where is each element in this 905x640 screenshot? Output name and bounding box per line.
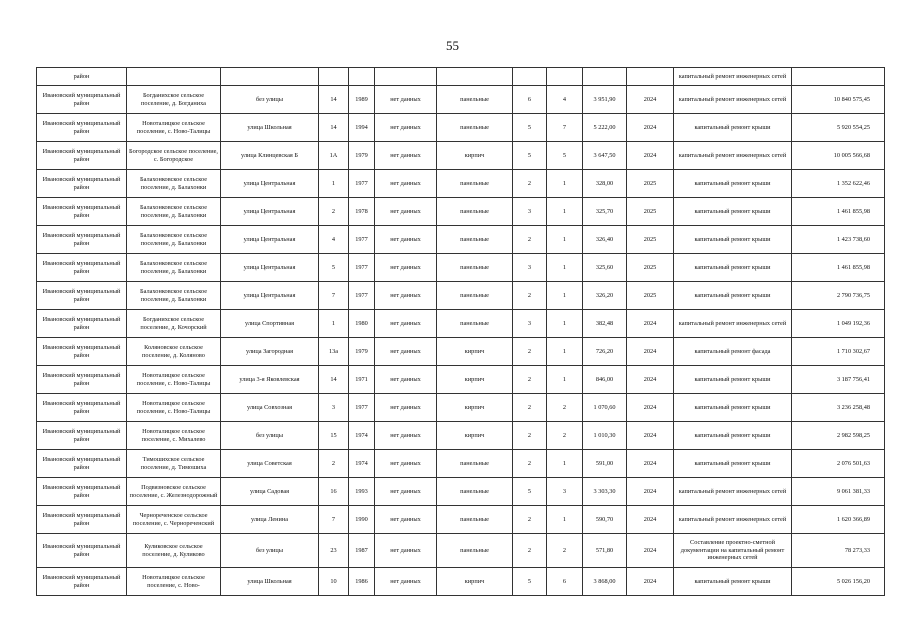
cell-cost: 2 790 736,75 bbox=[792, 282, 885, 310]
cell-settlement: Новоталицкое сельское поселение, с. Ново- bbox=[127, 568, 221, 596]
cell-settlement: Новоталицкое сельское поселение, с. Ново-Талицы bbox=[127, 114, 221, 142]
cell-floors: 3 bbox=[513, 310, 547, 338]
cell-walls: панельные bbox=[437, 506, 513, 534]
cell-work: капитальный ремонт крыши bbox=[674, 282, 792, 310]
cell-house: 1 bbox=[319, 170, 349, 198]
cell-entrances: 3 bbox=[547, 478, 583, 506]
cell-house: 1А bbox=[319, 142, 349, 170]
cell-district: Ивановский муниципальный район bbox=[37, 310, 127, 338]
table-row bbox=[37, 366, 885, 394]
cell-walls: кирпич bbox=[437, 366, 513, 394]
cell-year: 1989 bbox=[349, 86, 375, 114]
table-row bbox=[37, 478, 885, 506]
cell-work: капитальный ремонт инженерных сетей bbox=[674, 478, 792, 506]
table-row bbox=[37, 254, 885, 282]
cell-work: капитальный ремонт инженерных сетей bbox=[674, 142, 792, 170]
cell-status: нет данных bbox=[375, 142, 437, 170]
cell-entrances: 2 bbox=[547, 534, 583, 568]
cell-entrances: 7 bbox=[547, 114, 583, 142]
cell-cost: 1 710 302,67 bbox=[792, 338, 885, 366]
cell-year: 1977 bbox=[349, 282, 375, 310]
cell-area: 1 010,30 bbox=[583, 422, 627, 450]
cell-work: капитальный ремонт крыши bbox=[674, 114, 792, 142]
cell-settlement: Куликовское сельское поселение, д. Куликово bbox=[127, 534, 221, 568]
table-row bbox=[37, 310, 885, 338]
cell-cost: 1 423 738,60 bbox=[792, 226, 885, 254]
cell-floors: 2 bbox=[513, 282, 547, 310]
cell-work: капитальный ремонт крыши bbox=[674, 198, 792, 226]
cell-work: капитальный ремонт инженерных сетей bbox=[674, 86, 792, 114]
table-row bbox=[37, 142, 885, 170]
cell-area: 3 647,50 bbox=[583, 142, 627, 170]
cell-status: нет данных bbox=[375, 310, 437, 338]
cell-street: без улицы bbox=[221, 422, 319, 450]
cell-cost: 3 236 258,48 bbox=[792, 394, 885, 422]
cell-street: без улицы bbox=[221, 86, 319, 114]
cell-street: улица Садовая bbox=[221, 478, 319, 506]
cell-entrances: 2 bbox=[547, 422, 583, 450]
cell-street: улица Спортивная bbox=[221, 310, 319, 338]
cell-status: нет данных bbox=[375, 338, 437, 366]
cell-house: 10 bbox=[319, 568, 349, 596]
cell-floors: 2 bbox=[513, 394, 547, 422]
cell-settlement: Тимошихское сельское поселение, д. Тимошиха bbox=[127, 450, 221, 478]
cell-area: 382,48 bbox=[583, 310, 627, 338]
cell-plan-year: 2024 bbox=[627, 568, 674, 596]
cell-street: улица Центральная bbox=[221, 226, 319, 254]
cell-street: улица Школьная bbox=[221, 114, 319, 142]
cell-status: нет данных bbox=[375, 86, 437, 114]
cell-settlement: Богданихское сельское поселение, д. Богданиха bbox=[127, 86, 221, 114]
cell-street: улица Ленина bbox=[221, 506, 319, 534]
cell-plan-year: 2024 bbox=[627, 114, 674, 142]
table-row bbox=[37, 198, 885, 226]
cell-year: 1974 bbox=[349, 422, 375, 450]
cell-status: нет данных bbox=[375, 198, 437, 226]
cell-walls: панельные bbox=[437, 282, 513, 310]
cell-district: Ивановский муниципальный район bbox=[37, 338, 127, 366]
cell-year: 1980 bbox=[349, 310, 375, 338]
register-table bbox=[36, 67, 885, 596]
cell-walls: панельные bbox=[437, 86, 513, 114]
cell-district: Ивановский муниципальный район bbox=[37, 142, 127, 170]
cell-status: нет данных bbox=[375, 450, 437, 478]
cell-settlement: Балахонковское сельское поселение, д. Балахонки bbox=[127, 170, 221, 198]
cell-year: 1994 bbox=[349, 114, 375, 142]
cell-work: Составление проектно-сметной документации на капитальный ремонт инженерных сетей bbox=[674, 534, 792, 568]
cell-year: 1977 bbox=[349, 170, 375, 198]
cell-settlement: Новоталицкое сельское поселение, с. Ново-Талицы bbox=[127, 394, 221, 422]
cell-plan-year: 2024 bbox=[627, 394, 674, 422]
cell-work: капитальный ремонт инженерных сетей bbox=[674, 310, 792, 338]
cell-walls: панельные bbox=[437, 534, 513, 568]
cell-work: капитальный ремонт крыши bbox=[674, 394, 792, 422]
table-row bbox=[37, 170, 885, 198]
cell-plan-year: 2024 bbox=[627, 86, 674, 114]
cell-street: улица Загородная bbox=[221, 338, 319, 366]
cell-status: нет данных bbox=[375, 568, 437, 596]
cell-floors: 3 bbox=[513, 198, 547, 226]
cell-district: Ивановский муниципальный район bbox=[37, 86, 127, 114]
cell-house: 14 bbox=[319, 366, 349, 394]
cell-street: улица Советская bbox=[221, 450, 319, 478]
cell-district: Ивановский муниципальный район bbox=[37, 170, 127, 198]
cell-walls: панельные bbox=[437, 226, 513, 254]
cell-work: капитальный ремонт инженерных сетей bbox=[674, 506, 792, 534]
cell-year: 1974 bbox=[349, 450, 375, 478]
cell-cost: 5 026 156,20 bbox=[792, 568, 885, 596]
cell-house: 1 bbox=[319, 310, 349, 338]
table-row bbox=[37, 450, 885, 478]
cell-plan-year: 2024 bbox=[627, 422, 674, 450]
cell-district: Ивановский муниципальный район bbox=[37, 366, 127, 394]
cell-floors: 5 bbox=[513, 142, 547, 170]
cell-area: 3 951,90 bbox=[583, 86, 627, 114]
cell-walls: панельные bbox=[437, 310, 513, 338]
cell-year: 1979 bbox=[349, 142, 375, 170]
cell-cost: 9 061 381,33 bbox=[792, 478, 885, 506]
cell-status: нет данных bbox=[375, 478, 437, 506]
cell-plan-year: 2025 bbox=[627, 282, 674, 310]
cell-house: 2 bbox=[319, 450, 349, 478]
cell-year: 1993 bbox=[349, 478, 375, 506]
cell-entrances: 5 bbox=[547, 142, 583, 170]
cell-house: 2 bbox=[319, 198, 349, 226]
cell-house: 13а bbox=[319, 338, 349, 366]
cell-floors: 6 bbox=[513, 86, 547, 114]
cell-district: район bbox=[37, 68, 127, 86]
cell-walls: панельные bbox=[437, 450, 513, 478]
cell-cost: 2 076 501,63 bbox=[792, 450, 885, 478]
cell-status: нет данных bbox=[375, 282, 437, 310]
cell-floors: 5 bbox=[513, 568, 547, 596]
cell-area: 5 222,00 bbox=[583, 114, 627, 142]
cell-cost: 10 005 566,68 bbox=[792, 142, 885, 170]
cell-status: нет данных bbox=[375, 506, 437, 534]
cell-street: улица Центральная bbox=[221, 254, 319, 282]
cell-plan-year: 2024 bbox=[627, 338, 674, 366]
cell-district: Ивановский муниципальный район bbox=[37, 422, 127, 450]
cell-floors: 5 bbox=[513, 478, 547, 506]
cell-walls: кирпич bbox=[437, 394, 513, 422]
cell-settlement: Подвязновское сельское поселение, с. Железнодорожный bbox=[127, 478, 221, 506]
cell-walls: панельные bbox=[437, 170, 513, 198]
table-row bbox=[37, 226, 885, 254]
cell-plan-year: 2024 bbox=[627, 450, 674, 478]
continuation-row bbox=[37, 68, 885, 86]
cell-street: улица Центральная bbox=[221, 282, 319, 310]
cell-floors: 2 bbox=[513, 422, 547, 450]
cell-cost: 10 840 575,45 bbox=[792, 86, 885, 114]
cell-floors: 2 bbox=[513, 338, 547, 366]
cell-entrances: 1 bbox=[547, 226, 583, 254]
cell-district: Ивановский муниципальный район bbox=[37, 394, 127, 422]
cell-settlement: Новоталицкое сельское поселение, с. Ново-Талицы bbox=[127, 366, 221, 394]
cell-year: 1971 bbox=[349, 366, 375, 394]
cell-walls: кирпич bbox=[437, 568, 513, 596]
cell-plan-year: 2024 bbox=[627, 506, 674, 534]
cell-house: 5 bbox=[319, 254, 349, 282]
cell-street: улица Совхозная bbox=[221, 394, 319, 422]
cell-work: капитальный ремонт инженерных сетей bbox=[674, 68, 792, 86]
cell-house: 7 bbox=[319, 506, 349, 534]
table-row bbox=[37, 86, 885, 114]
cell-entrances: 1 bbox=[547, 506, 583, 534]
cell-cost: 2 982 598,25 bbox=[792, 422, 885, 450]
cell-cost: 78 273,33 bbox=[792, 534, 885, 568]
cell-work: капитальный ремонт крыши bbox=[674, 568, 792, 596]
cell-house: 16 bbox=[319, 478, 349, 506]
cell-street: улица Центральная bbox=[221, 170, 319, 198]
cell-walls: панельные bbox=[437, 254, 513, 282]
cell-entrances: 1 bbox=[547, 338, 583, 366]
cell-entrances: 4 bbox=[547, 86, 583, 114]
cell-street: без улицы bbox=[221, 534, 319, 568]
cell-year: 1977 bbox=[349, 394, 375, 422]
cell-status: нет данных bbox=[375, 534, 437, 568]
cell-street: улица Центральная bbox=[221, 198, 319, 226]
cell-entrances: 1 bbox=[547, 254, 583, 282]
cell-district: Ивановский муниципальный район bbox=[37, 254, 127, 282]
cell-plan-year: 2025 bbox=[627, 198, 674, 226]
table-row bbox=[37, 422, 885, 450]
cell-work: капитальный ремонт крыши bbox=[674, 422, 792, 450]
cell-plan-year: 2024 bbox=[627, 366, 674, 394]
cell-floors: 5 bbox=[513, 114, 547, 142]
table-row bbox=[37, 506, 885, 534]
cell-house: 4 bbox=[319, 226, 349, 254]
table-row bbox=[37, 282, 885, 310]
cell-entrances: 1 bbox=[547, 310, 583, 338]
cell-settlement: Новоталицкое сельское поселение, с. Михалево bbox=[127, 422, 221, 450]
cell-area: 846,00 bbox=[583, 366, 627, 394]
cell-walls: кирпич bbox=[437, 422, 513, 450]
cell-house: 14 bbox=[319, 114, 349, 142]
cell-cost: 1 461 855,98 bbox=[792, 254, 885, 282]
cell-district: Ивановский муниципальный район bbox=[37, 198, 127, 226]
cell-area: 325,70 bbox=[583, 198, 627, 226]
cell-floors: 2 bbox=[513, 450, 547, 478]
cell-status: нет данных bbox=[375, 254, 437, 282]
cell-area: 326,40 bbox=[583, 226, 627, 254]
cell-entrances: 1 bbox=[547, 198, 583, 226]
cell-settlement: Богородское сельское поселение, с. Богородское bbox=[127, 142, 221, 170]
page-number: 55 bbox=[446, 38, 459, 53]
cell-floors: 3 bbox=[513, 254, 547, 282]
cell-status: нет данных bbox=[375, 170, 437, 198]
cell-street: улица Школьная bbox=[221, 568, 319, 596]
cell-settlement: Балахонковское сельское поселение, д. Балахонки bbox=[127, 198, 221, 226]
cell-district: Ивановский муниципальный район bbox=[37, 226, 127, 254]
cell-area: 571,80 bbox=[583, 534, 627, 568]
cell-work: капитальный ремонт крыши bbox=[674, 366, 792, 394]
cell-district: Ивановский муниципальный район bbox=[37, 534, 127, 568]
cell-floors: 2 bbox=[513, 534, 547, 568]
cell-status: нет данных bbox=[375, 394, 437, 422]
cell-status: нет данных bbox=[375, 226, 437, 254]
cell-plan-year: 2024 bbox=[627, 142, 674, 170]
cell-house: 3 bbox=[319, 394, 349, 422]
cell-district: Ивановский муниципальный район bbox=[37, 478, 127, 506]
table-row bbox=[37, 534, 885, 568]
cell-area: 326,20 bbox=[583, 282, 627, 310]
cell-house: 23 bbox=[319, 534, 349, 568]
cell-walls: панельные bbox=[437, 198, 513, 226]
cell-area: 3 303,30 bbox=[583, 478, 627, 506]
cell-year: 1990 bbox=[349, 506, 375, 534]
cell-status: нет данных bbox=[375, 114, 437, 142]
cell-year: 1977 bbox=[349, 226, 375, 254]
cell-settlement: Балахонковское сельское поселение, д. Балахонки bbox=[127, 254, 221, 282]
cell-district: Ивановский муниципальный район bbox=[37, 450, 127, 478]
cell-area: 590,70 bbox=[583, 506, 627, 534]
cell-area: 3 868,00 bbox=[583, 568, 627, 596]
cell-cost: 1 049 192,36 bbox=[792, 310, 885, 338]
cell-area: 1 070,60 bbox=[583, 394, 627, 422]
cell-street: улица 3-я Яковлевская bbox=[221, 366, 319, 394]
cell-work: капитальный ремонт крыши bbox=[674, 450, 792, 478]
cell-district: Ивановский муниципальный район bbox=[37, 506, 127, 534]
cell-cost: 1 461 855,98 bbox=[792, 198, 885, 226]
cell-area: 591,00 bbox=[583, 450, 627, 478]
table-body bbox=[37, 68, 885, 596]
cell-settlement: Богданихское сельское поселение, д. Кочорский bbox=[127, 310, 221, 338]
table-row bbox=[37, 338, 885, 366]
cell-walls: кирпич bbox=[437, 338, 513, 366]
cell-area: 328,00 bbox=[583, 170, 627, 198]
cell-cost: 3 187 756,41 bbox=[792, 366, 885, 394]
cell-walls: кирпич bbox=[437, 142, 513, 170]
cell-entrances: 2 bbox=[547, 394, 583, 422]
cell-settlement: Балахонковское сельское поселение, д. Балахонки bbox=[127, 282, 221, 310]
cell-cost: 5 920 554,25 bbox=[792, 114, 885, 142]
cell-district: Ивановский муниципальный район bbox=[37, 114, 127, 142]
cell-work: капитальный ремонт крыши bbox=[674, 170, 792, 198]
cell-settlement: Коляновское сельское поселение, д. Коляново bbox=[127, 338, 221, 366]
cell-walls: панельные bbox=[437, 114, 513, 142]
cell-settlement: Чернореченское сельское поселение, с. Чернореченский bbox=[127, 506, 221, 534]
cell-house: 7 bbox=[319, 282, 349, 310]
cell-walls: панельные bbox=[437, 478, 513, 506]
cell-area: 325,60 bbox=[583, 254, 627, 282]
cell-work: капитальный ремонт крыши bbox=[674, 254, 792, 282]
cell-year: 1979 bbox=[349, 338, 375, 366]
cell-work: капитальный ремонт крыши bbox=[674, 226, 792, 254]
cell-entrances: 6 bbox=[547, 568, 583, 596]
cell-plan-year: 2024 bbox=[627, 534, 674, 568]
cell-plan-year: 2024 bbox=[627, 310, 674, 338]
cell-status: нет данных bbox=[375, 366, 437, 394]
cell-house: 15 bbox=[319, 422, 349, 450]
cell-entrances: 1 bbox=[547, 450, 583, 478]
cell-floors: 2 bbox=[513, 170, 547, 198]
cell-floors: 2 bbox=[513, 366, 547, 394]
cell-entrances: 1 bbox=[547, 282, 583, 310]
cell-floors: 2 bbox=[513, 506, 547, 534]
cell-year: 1987 bbox=[349, 534, 375, 568]
cell-cost: 1 352 622,46 bbox=[792, 170, 885, 198]
table-row bbox=[37, 394, 885, 422]
cell-house: 14 bbox=[319, 86, 349, 114]
cell-year: 1977 bbox=[349, 254, 375, 282]
cell-plan-year: 2024 bbox=[627, 478, 674, 506]
cell-street: улица Клинцевская Б bbox=[221, 142, 319, 170]
cell-area: 726,20 bbox=[583, 338, 627, 366]
cell-year: 1986 bbox=[349, 568, 375, 596]
cell-status: нет данных bbox=[375, 422, 437, 450]
cell-entrances: 1 bbox=[547, 170, 583, 198]
cell-floors: 2 bbox=[513, 226, 547, 254]
cell-year: 1978 bbox=[349, 198, 375, 226]
cell-district: Ивановский муниципальный район bbox=[37, 568, 127, 596]
cell-settlement: Балахонковское сельское поселение, д. Балахонки bbox=[127, 226, 221, 254]
cell-work: капитальный ремонт фасада bbox=[674, 338, 792, 366]
cell-cost: 1 620 366,89 bbox=[792, 506, 885, 534]
cell-entrances: 1 bbox=[547, 366, 583, 394]
cell-plan-year: 2025 bbox=[627, 226, 674, 254]
table-row bbox=[37, 114, 885, 142]
cell-plan-year: 2025 bbox=[627, 254, 674, 282]
table-row bbox=[37, 568, 885, 596]
cell-district: Ивановский муниципальный район bbox=[37, 282, 127, 310]
cell-plan-year: 2025 bbox=[627, 170, 674, 198]
